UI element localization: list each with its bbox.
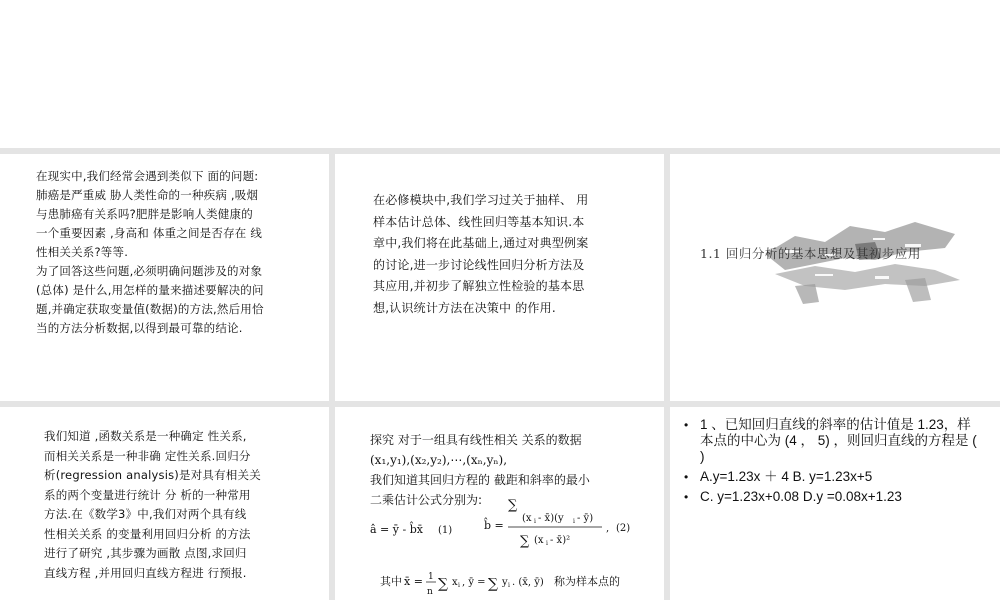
svg-text:i: i: [508, 582, 510, 589]
text-line: 进行了研究 ,其步骤为画散 点图,求回归: [44, 546, 247, 560]
svg-text:∑: ∑: [508, 499, 518, 513]
text-line: 的讨论,进一步讨论线性回归分析方法及: [373, 257, 585, 272]
answer-options-ab: A.y=1.23x ＋ 4 B. y=1.23x+5: [700, 469, 873, 484]
svg-text:(x: (x: [522, 513, 532, 524]
text-line: (总体) 是什么,用怎样的量来描述要解决的问: [36, 283, 264, 297]
question-text: 1 、已知回归直线的斜率的估计值是 1.23，样本点的中心为 (4 ， 5) ，则回归直线的方程是 ( ): [700, 417, 977, 464]
text-line: 我们知道其回归方程的 截距和斜率的最小: [370, 473, 590, 487]
slide-4-text: [44, 427, 284, 583]
text-line: 析(regression analysis)是对具有相关关: [44, 468, 261, 482]
text-line: 我们知道 ,函数关系是一种确定 性关系,: [44, 429, 247, 443]
svg-text:i: i: [458, 582, 460, 589]
footer-prefix: 其中: [380, 575, 402, 588]
svg-text:∑: ∑: [520, 534, 530, 549]
footer-suffix: 称为样本点的: [554, 575, 620, 588]
text-line: 直线方程 ,并用回归直线方程进 行预报.: [44, 565, 247, 580]
bullet-icon: •: [684, 490, 689, 504]
question-list: [684, 417, 984, 509]
text-line: 想,认识统计方法在决策中 的作用.: [373, 300, 556, 315]
text-line: 一个重要因素 ,身高和 体重之间是否存在 线: [36, 226, 263, 240]
svg-text:. (x̄, ȳ): . (x̄, ȳ): [512, 577, 544, 588]
svg-text:y: y: [502, 577, 508, 588]
slide-thumbnail-2[interactable]: [335, 154, 664, 401]
text-line: 性相关关系?等等.: [36, 245, 129, 259]
text-line: 题,并确定获取变量值(数据)的方法,然后用恰: [36, 302, 264, 316]
text-line: 其应用,并初步了解独立性检验的基本思: [373, 279, 585, 293]
text-line: 探究 对于一组具有线性相关 关系的数据: [370, 433, 582, 447]
svg-text:i: i: [546, 540, 548, 547]
slope-formula-lhs: b̂ =: [484, 519, 504, 532]
slide-2-text: [373, 190, 635, 319]
list-item: [684, 417, 984, 465]
regression-formulas: [370, 499, 660, 600]
text-line: 为了回答这些问题,必须明确问题涉及的对象: [36, 264, 263, 278]
intercept-formula: â = ȳ - b̂x̄: [370, 523, 423, 536]
text-line: 样本估计总体、线性回归等基本知识.本: [373, 214, 585, 229]
svg-text:1: 1: [428, 572, 434, 582]
text-line: 而相关关系是一种非确 定性关系.回归分: [44, 448, 251, 463]
text-line: 在必修模块中,我们学习过关于抽样、 用: [373, 193, 589, 207]
svg-text:∑: ∑: [438, 576, 448, 592]
text-line: 性相关关系 的变量利用回归分析 的方法: [44, 526, 251, 541]
bullet-icon: •: [684, 418, 689, 432]
svg-text:- ȳ): - ȳ): [577, 513, 594, 524]
svg-text:∑: ∑: [488, 576, 498, 592]
svg-text:, ȳ =: , ȳ =: [462, 577, 486, 588]
svg-text:,: ,: [606, 523, 610, 534]
text-line: 系的两个变量进行统计 分 析的一种常用: [44, 487, 251, 502]
list-item: [684, 489, 984, 505]
answer-options-cd: C. y=1.23x+0.08 D.y =0.08x+1.23: [700, 489, 902, 504]
svg-text:x̄ =: x̄ =: [404, 575, 423, 588]
text-line: 章中,我们将在此基础上,通过对典型例案: [373, 236, 589, 250]
slide-1-text: [36, 167, 298, 338]
svg-text:(x: (x: [534, 535, 544, 546]
svg-text:n: n: [427, 587, 433, 597]
svg-text:i: i: [534, 518, 536, 525]
slide-thumbnail-3[interactable]: [670, 154, 1000, 401]
text-line: 方法.在《数学3》中,我们对两个具有线: [44, 507, 247, 521]
slide-thumbnail-1[interactable]: [0, 154, 329, 401]
slide-thumbnail-6[interactable]: [670, 407, 1000, 600]
section-title: 1.1 回归分析的基本思想及其初步应用: [700, 246, 921, 261]
svg-text:i: i: [573, 518, 575, 525]
text-line: 与患肺癌有关系吗?肥胖是影响人类健康的: [36, 207, 253, 221]
svg-text:- x̄)(y: - x̄)(y: [538, 513, 564, 524]
list-item: [684, 469, 984, 485]
formula-number-1: (1): [438, 525, 453, 536]
svg-text:- x̄)²: - x̄)²: [550, 535, 571, 546]
bullet-icon: •: [684, 470, 689, 484]
svg-text:x: x: [452, 577, 458, 588]
text-line: 肺癌是严重威 胁人类性命的一种疾病 ,吸烟: [36, 188, 259, 202]
slide-5-text: [370, 430, 660, 510]
formula-number-2: (2): [616, 523, 631, 534]
slide-thumbnail-5[interactable]: [335, 407, 664, 600]
slide-thumbnail-4[interactable]: [0, 407, 329, 600]
data-points-line: (x₁,y₁),(x₂,y₂),⋯,(xₙ,yₙ),: [370, 453, 508, 467]
text-line: 在现实中,我们经常会遇到类似下 面的问题:: [36, 169, 259, 183]
text-line: 二乘估计公式分别为:: [370, 493, 483, 507]
text-line: 当的方法分析数据,以得到最可靠的结论.: [36, 321, 243, 335]
